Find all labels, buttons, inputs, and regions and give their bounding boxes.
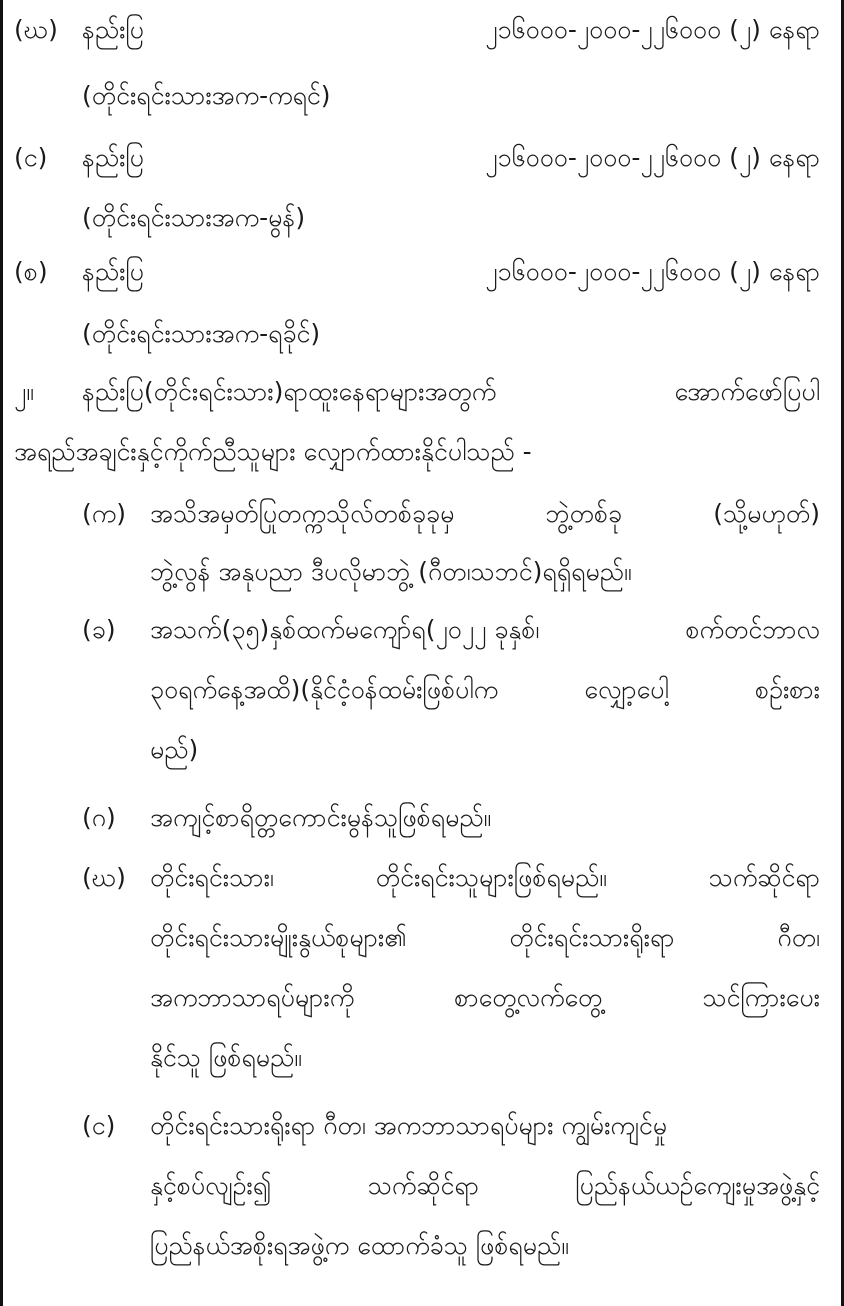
criterion-marker: (င) <box>82 1111 116 1140</box>
criterion-line: ဘွဲ့လွန် အနုပညာ ဒီပလိုမာဘွဲ့ (ဂီတ၊သဘင်)ရရှိရမည်။ <box>150 557 632 586</box>
criterion-line: အကဘာသာရပ်များကို စာတွေ့လက်တွေ့ သင်ကြားပေး <box>150 983 820 1012</box>
section-number: ၂။ <box>14 377 34 406</box>
criterion-line: နိုင်သူ ဖြစ်ရမည်။ <box>150 1043 302 1072</box>
criterion-line: တိုင်းရင်းသားရိုးရာ ဂီတ၊ အကဘာသာရပ်များ ကျွမ်းကျင်မှု <box>150 1111 667 1140</box>
section-2-line-2: အရည်အချင်းနှင့်ကိုက်ညီသူများ လျှောက်ထားနိုင်ပါသည် - <box>14 437 532 466</box>
post-subtitle: (တိုင်းရင်းသားအက-ရခိုင်) <box>82 319 321 348</box>
section-2-line-1: နည်းပြ(တိုင်းရင်းသား)ရာထူးနေရာများအတွက် အောက်ဖော်ပြပါ <box>82 377 820 406</box>
item-marker: (စ) <box>14 257 48 286</box>
item-marker: (ဃ) <box>14 15 58 44</box>
criterion-line: တိုင်းရင်းသား၊ တိုင်းရင်းသူများဖြစ်ရမည်။ သက်ဆိုင်ရာ <box>150 863 820 892</box>
criterion-line: မည်) <box>150 735 199 764</box>
item-marker: (င) <box>14 143 48 172</box>
criterion-marker: (ဂ) <box>82 803 116 832</box>
criterion-line: တိုင်းရင်းသားမျိုးနွယ်စုများ၏ တိုင်းရင်းသားရိုးရာ ဂီတ၊ <box>150 923 820 952</box>
criterion-line: ၃၀ရက်နေ့အထိ)(နိုင်ငံ့ဝန်ထမ်းဖြစ်ပါက လျှော့ပေါ့ စဉ်းစား <box>150 675 820 704</box>
criterion-line: အကျင့်စာရိတ္တကောင်းမွန်သူဖြစ်ရမည်။ <box>150 803 492 832</box>
criterion-marker: (က) <box>82 499 126 528</box>
post-subtitle: (တိုင်းရင်းသားအက-ကရင်) <box>82 81 331 110</box>
post-count: ၂၁၆၀၀၀-၂၀၀၀-၂၂၆၀၀၀ (၂) နေရာ <box>485 15 820 44</box>
criterion-line: အသက်(၃၅)နှစ်ထက်မကျော်ရ(၂၀၂၂ ခုနှစ်၊ စက်တင်ဘာလ <box>150 615 820 644</box>
post-count: ၂၁၆၀၀၀-၂၀၀၀-၂၂၆၀၀၀ (၂) နေရာ <box>485 257 820 286</box>
criterion-line: ပြည်နယ်အစိုးရအဖွဲ့က ထောက်ခံသူ ဖြစ်ရမည်။ <box>150 1231 569 1260</box>
criterion-marker: (ဃ) <box>82 863 126 892</box>
post-subtitle: (တိုင်းရင်းသားအက-မွန်) <box>82 203 306 232</box>
criterion-line: နှင့်စပ်လျဉ်း၍ သက်ဆိုင်ရာ ပြည်နယ်ယဉ်ကျေးမှုအဖွဲ့နှင့် <box>150 1171 820 1200</box>
post-title: နည်းပြ <box>82 143 144 172</box>
criterion-marker: (ခ) <box>82 615 116 644</box>
post-title: နည်းပြ <box>82 15 144 44</box>
post-title: နည်းပြ <box>82 257 144 286</box>
post-count: ၂၁၆၀၀၀-၂၀၀၀-၂၂၆၀၀၀ (၂) နေရာ <box>485 143 820 172</box>
criterion-line: အသိအမှတ်ပြုတက္ကသိုလ်တစ်ခုခုမှ ဘွဲ့တစ်ခု (သို့မဟုတ်) <box>150 499 820 528</box>
